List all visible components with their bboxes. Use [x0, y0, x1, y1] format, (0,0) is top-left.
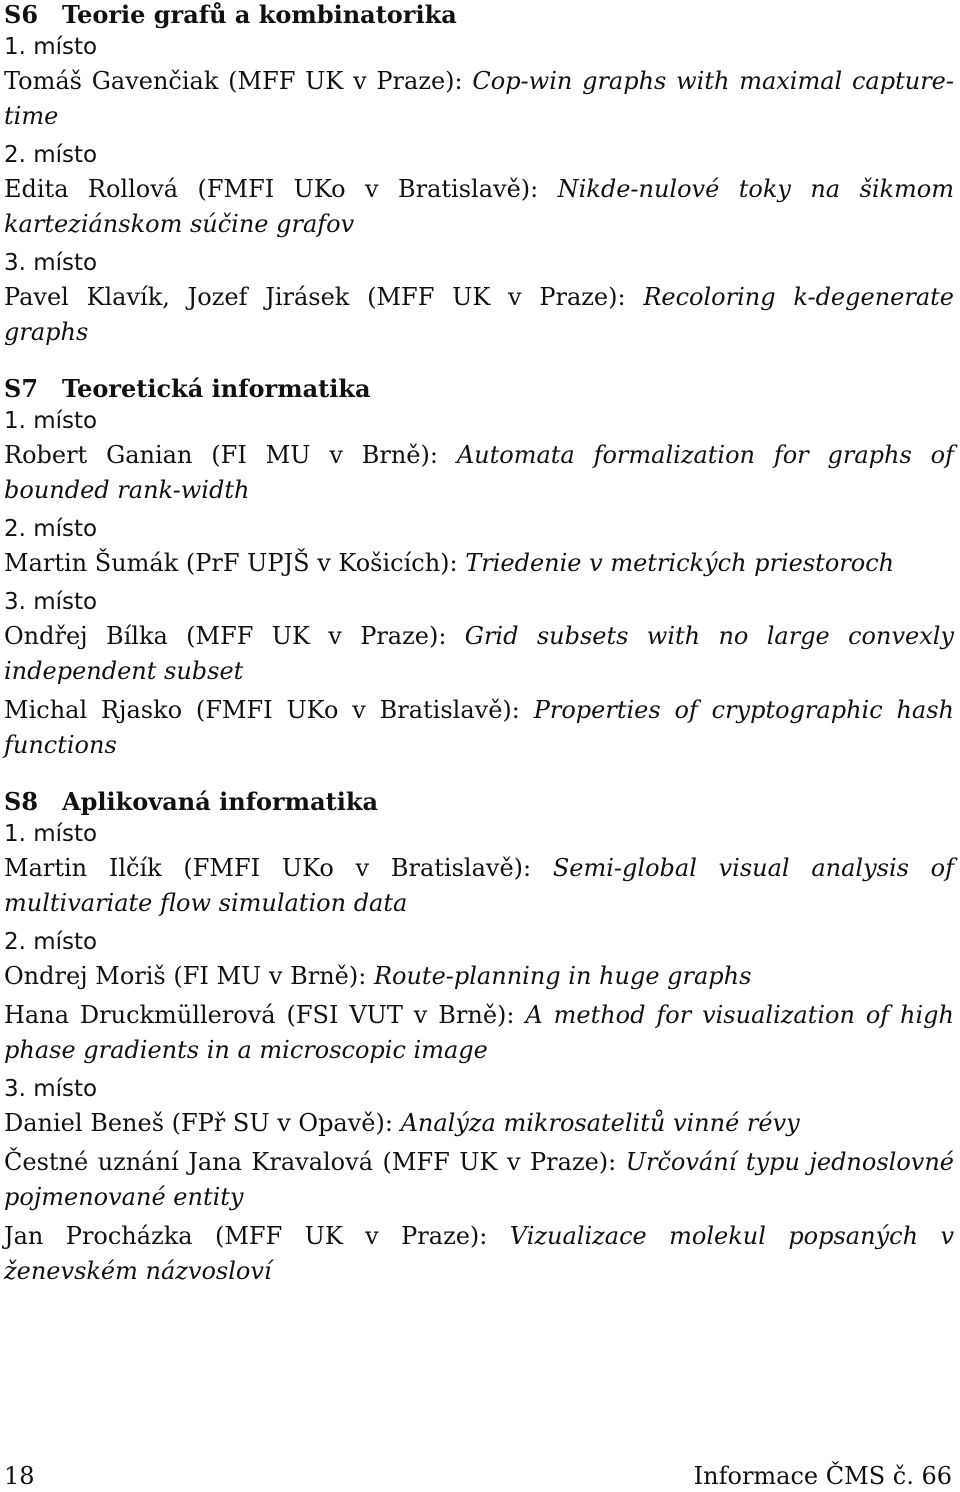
- section-title: Aplikovaná informatika: [62, 787, 378, 816]
- entry-title: Cop-win graphs with maximal capture-time: [4, 67, 954, 130]
- section-s7: [4, 374, 954, 763]
- entry-title: Automata formalization for graphs of bounded rank-width: [4, 441, 954, 504]
- page-number: 18: [4, 1462, 35, 1490]
- entry-author: Martin Ilčík (FMFI UKo v Bratislavě):: [4, 854, 553, 882]
- entry-author: Martin Šumák (PrF UPJŠ v Košicích):: [4, 549, 466, 577]
- entry-title: Route-planning in huge graphs: [373, 962, 752, 990]
- entry-author: Michal Rjasko (FMFI UKo v Bratislavě):: [4, 696, 534, 724]
- section-title: Teorie grafů a kombinatorika: [62, 0, 457, 29]
- place-label: 2. místo: [4, 142, 98, 168]
- entry: [4, 998, 954, 1068]
- entry: [4, 851, 954, 921]
- entry-title: Nikde-nulové toky na šikmom karteziánskom súčine grafov: [4, 175, 954, 238]
- place-label: 1. místo: [4, 34, 98, 60]
- entry: [4, 693, 954, 763]
- place-label: 3. místo: [4, 250, 98, 276]
- entry-author: Jan Procházka (MFF UK v Praze):: [4, 1222, 510, 1250]
- entry-title: Grid subsets with no large convexly independent subset: [4, 622, 954, 685]
- section-heading: [4, 787, 954, 817]
- page-footer: [4, 1462, 952, 1492]
- journal-name: Informace ČMS č. 66: [693, 1462, 952, 1490]
- entry-author: Robert Ganian (FI MU v Brně):: [4, 441, 457, 469]
- place-label: 1. místo: [4, 821, 98, 847]
- entry-author: Ondřej Bílka (MFF UK v Praze):: [4, 622, 465, 650]
- section-title: Teoretická informatika: [62, 374, 371, 403]
- entry-title: Semi-global visual analysis of multivariate flow simulation data: [4, 854, 955, 917]
- entry-title: A method for visualization of high phase gradients in a microscopic image: [4, 1001, 954, 1064]
- section-code: S7: [4, 374, 39, 403]
- section-code: S6: [4, 0, 39, 29]
- place-label: 2. místo: [4, 929, 98, 955]
- entry-title: Vizualizace molekul popsaných v ženevském názvosloví: [4, 1222, 954, 1285]
- entry: [4, 438, 954, 508]
- entry-author: Daniel Beneš (FPř SU v Opavě):: [4, 1109, 401, 1137]
- section-heading: [4, 374, 954, 404]
- entry-title: Určování typu jednoslovné pojmenované entity: [4, 1148, 955, 1211]
- entry-author: Čestné uznání Jana Kravalová (MFF UK v Praze):: [4, 1148, 626, 1176]
- section-s6: [4, 0, 954, 350]
- entry-title: Analýza mikrosatelitů vinné révy: [400, 1109, 800, 1137]
- place-label: 2. místo: [4, 516, 98, 542]
- entry: [4, 1145, 954, 1215]
- entry: [4, 172, 954, 242]
- section-code: S8: [4, 787, 39, 816]
- entry: [4, 1219, 954, 1289]
- entry: [4, 1106, 954, 1141]
- entry: [4, 959, 954, 994]
- entry: [4, 64, 954, 134]
- entry: [4, 280, 954, 350]
- entry: [4, 619, 954, 689]
- entry-author: Tomáš Gavenčiak (MFF UK v Praze):: [4, 67, 473, 95]
- section-heading: [4, 0, 954, 30]
- entry-author: Edita Rollová (FMFI UKo v Bratislavě):: [4, 175, 558, 203]
- place-label: 1. místo: [4, 408, 98, 434]
- place-label: 3. místo: [4, 589, 98, 615]
- entry: [4, 546, 954, 581]
- entry-title: Triedenie v metrických priestoroch: [465, 549, 895, 577]
- entry-title: Recoloring k-degenerate graphs: [4, 283, 954, 346]
- place-label: 3. místo: [4, 1076, 98, 1102]
- page-content: [4, 0, 954, 1293]
- entry-title: Properties of cryptographic hash functions: [4, 696, 955, 759]
- entry-author: Ondrej Moriš (FI MU v Brně):: [4, 962, 374, 990]
- section-s8: [4, 787, 954, 1289]
- entry-author: Hana Druckmüllerová (FSI VUT v Brně):: [4, 1001, 526, 1029]
- entry-author: Pavel Klavík, Jozef Jirásek (MFF UK v Praze):: [4, 283, 644, 311]
